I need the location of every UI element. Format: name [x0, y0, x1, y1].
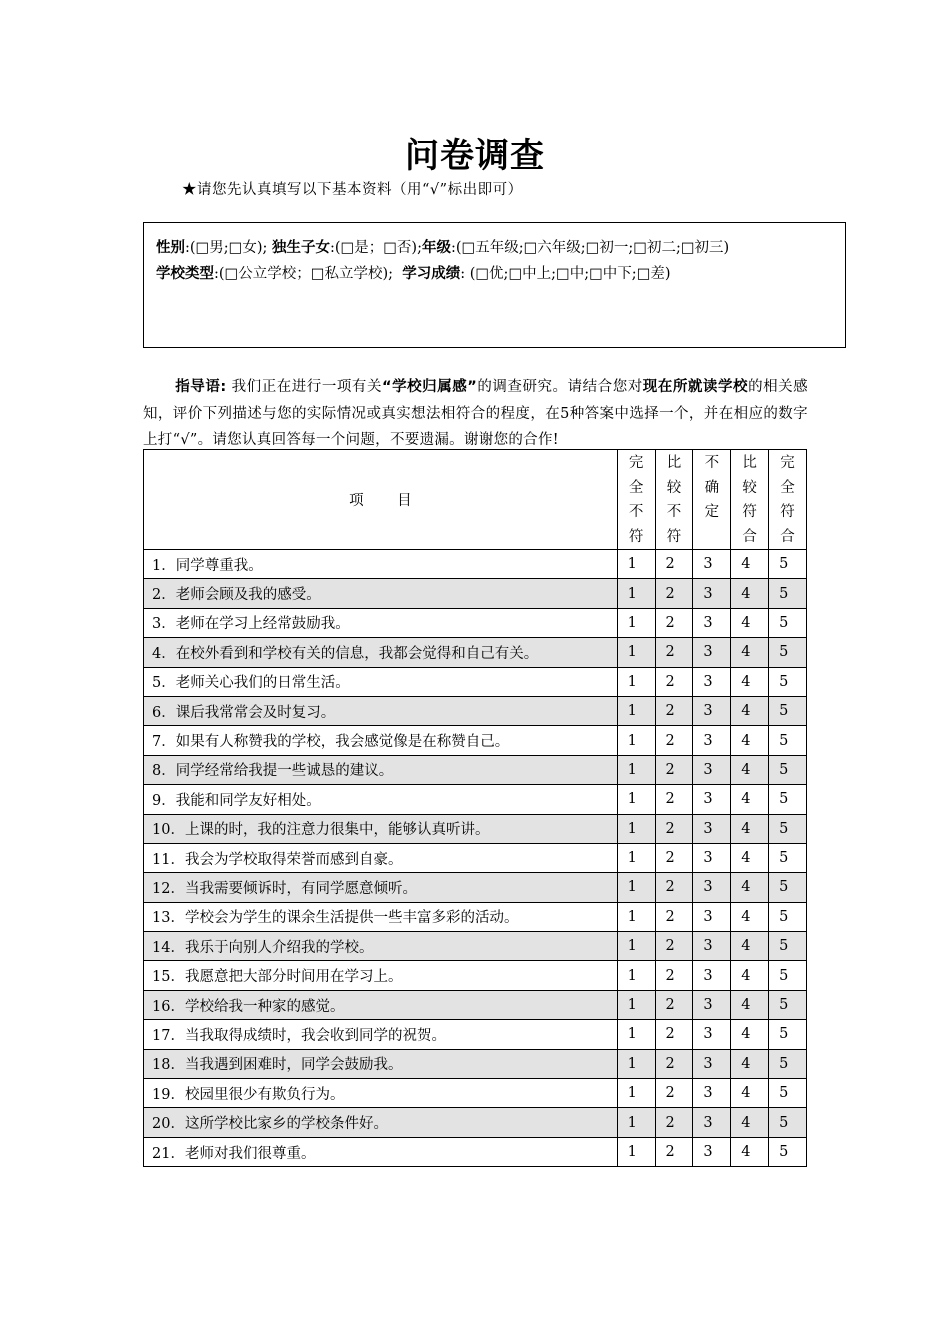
rating-option-2[interactable]: 2	[655, 579, 693, 608]
rating-option-4[interactable]: 4	[731, 608, 769, 637]
table-header-row	[144, 450, 807, 550]
rating-option-2[interactable]: 2	[655, 932, 693, 961]
rating-option-4[interactable]: 4	[731, 814, 769, 843]
table-row	[144, 814, 807, 843]
rating-option-4[interactable]: 4	[731, 1049, 769, 1078]
grade-label: 年级	[421, 240, 451, 256]
table-row	[144, 667, 807, 696]
rating-option-4[interactable]: 4	[731, 843, 769, 872]
rating-option-4[interactable]: 4	[731, 873, 769, 902]
rating-option-4[interactable]: 4	[731, 1137, 769, 1166]
item-header: 项 目	[144, 450, 618, 550]
rating-option-2[interactable]: 2	[655, 755, 693, 784]
rating-option-3[interactable]: 3	[693, 1137, 731, 1166]
rating-option-2[interactable]: 2	[655, 1137, 693, 1166]
rating-option-3[interactable]: 3	[693, 1108, 731, 1137]
rating-option-1[interactable]: 1	[617, 726, 655, 755]
rating-option-2[interactable]: 2	[655, 1049, 693, 1078]
basic-info-box	[143, 222, 846, 348]
rating-option-1[interactable]: 1	[617, 1020, 655, 1049]
rating-option-2[interactable]: 2	[655, 961, 693, 990]
question-text: 2．老师会顾及我的感受。	[144, 579, 618, 608]
rating-option-4[interactable]: 4	[731, 755, 769, 784]
rating-option-1[interactable]: 1	[617, 961, 655, 990]
question-text: 11．我会为学校取得荣誉而感到自豪。	[144, 843, 618, 872]
rating-option-1[interactable]: 1	[617, 638, 655, 667]
rating-option-2[interactable]: 2	[655, 990, 693, 1019]
guide-emphasis: 现在所就读学校	[642, 379, 749, 395]
rating-option-3[interactable]: 3	[693, 843, 731, 872]
gender-label: 性别	[156, 240, 185, 256]
question-text: 1．同学尊重我。	[144, 550, 618, 579]
rating-option-1[interactable]: 1	[617, 1108, 655, 1137]
rating-option-3[interactable]: 3	[693, 696, 731, 725]
info-line-1	[156, 235, 833, 261]
score-label: 学习成绩	[402, 266, 461, 282]
rating-option-2[interactable]: 2	[655, 608, 693, 637]
rating-option-1[interactable]: 1	[617, 873, 655, 902]
rating-option-1[interactable]: 1	[617, 1079, 655, 1108]
rating-option-3[interactable]: 3	[693, 608, 731, 637]
rating-option-3[interactable]: 3	[693, 579, 731, 608]
rating-option-1[interactable]: 1	[617, 1137, 655, 1166]
rating-option-5[interactable]: 5	[769, 873, 807, 902]
rating-option-4[interactable]: 4	[731, 638, 769, 667]
gender-options[interactable]: :(□男;□女);	[185, 240, 268, 256]
rating-option-3[interactable]: 3	[693, 1049, 731, 1078]
guide-text-2: 的调查研究。请结合您对	[477, 379, 643, 395]
rating-option-3[interactable]: 3	[693, 550, 731, 579]
rating-option-4[interactable]: 4	[731, 579, 769, 608]
option-header: 完 全 不 符	[617, 450, 655, 550]
rating-option-5[interactable]: 5	[769, 1020, 807, 1049]
question-text: 3．老师在学习上经常鼓励我。	[144, 608, 618, 637]
rating-option-1[interactable]: 1	[617, 755, 655, 784]
rating-option-2[interactable]: 2	[655, 550, 693, 579]
rating-option-5[interactable]: 5	[769, 785, 807, 814]
instruction-note: ★请您先认真填写以下基本资料（用“√”标出即可）	[182, 182, 523, 198]
question-text: 9．我能和同学友好相处。	[144, 785, 618, 814]
rating-option-5[interactable]: 5	[769, 1137, 807, 1166]
question-text: 14．我乐于向别人介绍我的学校。	[144, 932, 618, 961]
option-header: 比 较 不 符	[655, 450, 693, 550]
rating-option-2[interactable]: 2	[655, 726, 693, 755]
rating-option-5[interactable]: 5	[769, 696, 807, 725]
rating-option-3[interactable]: 3	[693, 1020, 731, 1049]
rating-option-2[interactable]: 2	[655, 1079, 693, 1108]
rating-option-2[interactable]: 2	[655, 638, 693, 667]
guide-topic: “学校归属感”	[382, 379, 478, 395]
table-row	[144, 873, 807, 902]
table-row	[144, 1137, 807, 1166]
table-row	[144, 961, 807, 990]
question-text: 18．当我遇到困难时，同学会鼓励我。	[144, 1049, 618, 1078]
guide-paragraph	[143, 374, 808, 454]
question-text: 12．当我需要倾诉时，有同学愿意倾听。	[144, 873, 618, 902]
table-row	[144, 1020, 807, 1049]
rating-option-4[interactable]: 4	[731, 990, 769, 1019]
rating-option-3[interactable]: 3	[693, 726, 731, 755]
rating-option-1[interactable]: 1	[617, 696, 655, 725]
table-row	[144, 1049, 807, 1078]
table-row	[144, 1079, 807, 1108]
table-row	[144, 726, 807, 755]
survey-table	[143, 449, 807, 1167]
question-text: 20．这所学校比家乡的学校条件好。	[144, 1108, 618, 1137]
rating-option-4[interactable]: 4	[731, 550, 769, 579]
rating-option-4[interactable]: 4	[731, 1020, 769, 1049]
rating-option-3[interactable]: 3	[693, 873, 731, 902]
rating-option-4[interactable]: 4	[731, 902, 769, 931]
rating-option-3[interactable]: 3	[693, 785, 731, 814]
only-child-label: 独生子女	[271, 240, 330, 256]
question-text: 7．如果有人称赞我的学校，我会感觉像是在称赞自己。	[144, 726, 618, 755]
guide-text-1: 我们正在进行一项有关	[226, 379, 383, 395]
question-text: 17．当我取得成绩时，我会收到同学的祝贺。	[144, 1020, 618, 1049]
only-child-options[interactable]: :(□是；□否);	[329, 240, 422, 256]
rating-option-5[interactable]: 5	[769, 902, 807, 931]
question-text: 8．同学经常给我提一些诚恳的建议。	[144, 755, 618, 784]
table-row	[144, 902, 807, 931]
rating-option-1[interactable]: 1	[617, 579, 655, 608]
rating-option-5[interactable]: 5	[769, 638, 807, 667]
rating-option-3[interactable]: 3	[693, 932, 731, 961]
rating-option-1[interactable]: 1	[617, 843, 655, 872]
rating-option-5[interactable]: 5	[769, 726, 807, 755]
rating-option-3[interactable]: 3	[693, 961, 731, 990]
rating-option-5[interactable]: 5	[769, 579, 807, 608]
rating-option-1[interactable]: 1	[617, 902, 655, 931]
rating-option-5[interactable]: 5	[769, 961, 807, 990]
rating-option-2[interactable]: 2	[655, 873, 693, 902]
rating-option-1[interactable]: 1	[617, 608, 655, 637]
table-row	[144, 785, 807, 814]
rating-option-5[interactable]: 5	[769, 1079, 807, 1108]
page-title: 问卷调查	[405, 136, 545, 176]
rating-option-3[interactable]: 3	[693, 902, 731, 931]
rating-option-4[interactable]: 4	[731, 961, 769, 990]
table-row	[144, 932, 807, 961]
score-options[interactable]: : (□优;□中上;□中;□中下;□差)	[460, 266, 671, 282]
rating-option-2[interactable]: 2	[655, 1108, 693, 1137]
rating-option-4[interactable]: 4	[731, 785, 769, 814]
question-text: 16．学校给我一种家的感觉。	[144, 990, 618, 1019]
rating-option-4[interactable]: 4	[731, 1108, 769, 1137]
info-line-2	[156, 261, 833, 287]
question-text: 15．我愿意把大部分时间用在学习上。	[144, 961, 618, 990]
question-text: 19．校园里很少有欺负行为。	[144, 1079, 618, 1108]
question-text: 4．在校外看到和学校有关的信息，我都会觉得和自己有关。	[144, 638, 618, 667]
rating-option-2[interactable]: 2	[655, 843, 693, 872]
rating-option-1[interactable]: 1	[617, 990, 655, 1019]
rating-option-2[interactable]: 2	[655, 785, 693, 814]
option-header: 比 较 符 合	[731, 450, 769, 550]
rating-option-2[interactable]: 2	[655, 902, 693, 931]
guide-label: 指导语:	[175, 379, 227, 395]
table-row	[144, 638, 807, 667]
rating-option-5[interactable]: 5	[769, 667, 807, 696]
table-row	[144, 843, 807, 872]
rating-option-5[interactable]: 5	[769, 1049, 807, 1078]
rating-option-3[interactable]: 3	[693, 667, 731, 696]
question-text: 21．老师对我们很尊重。	[144, 1137, 618, 1166]
question-text: 6．课后我常常会及时复习。	[144, 696, 618, 725]
rating-option-4[interactable]: 4	[731, 1079, 769, 1108]
rating-option-4[interactable]: 4	[731, 932, 769, 961]
rating-option-4[interactable]: 4	[731, 696, 769, 725]
rating-option-3[interactable]: 3	[693, 814, 731, 843]
question-text: 13．学校会为学生的课余生活提供一些丰富多彩的活动。	[144, 902, 618, 931]
table-row	[144, 550, 807, 579]
table-row	[144, 696, 807, 725]
rating-option-5[interactable]: 5	[769, 932, 807, 961]
rating-option-1[interactable]: 1	[617, 1049, 655, 1078]
rating-option-1[interactable]: 1	[617, 932, 655, 961]
question-text: 10．上课的时，我的注意力很集中，能够认真听讲。	[144, 814, 618, 843]
table-row	[144, 990, 807, 1019]
rating-option-2[interactable]: 2	[655, 814, 693, 843]
rating-option-1[interactable]: 1	[617, 785, 655, 814]
grade-options[interactable]: :(□五年级;□六年级;□初一;□初二;□初三)	[450, 240, 730, 256]
table-row	[144, 579, 807, 608]
table-row	[144, 755, 807, 784]
table-row	[144, 608, 807, 637]
rating-option-5[interactable]: 5	[769, 990, 807, 1019]
rating-option-5[interactable]: 5	[769, 843, 807, 872]
table-row	[144, 1108, 807, 1137]
rating-option-1[interactable]: 1	[617, 550, 655, 579]
rating-option-3[interactable]: 3	[693, 1079, 731, 1108]
option-header: 完 全 符 合	[769, 450, 807, 550]
rating-option-5[interactable]: 5	[769, 755, 807, 784]
rating-option-5[interactable]: 5	[769, 608, 807, 637]
school-type-options[interactable]: :(□公立学校；□私立学校);	[214, 266, 393, 282]
rating-option-1[interactable]: 1	[617, 814, 655, 843]
rating-option-5[interactable]: 5	[769, 1108, 807, 1137]
rating-option-3[interactable]: 3	[693, 638, 731, 667]
rating-option-2[interactable]: 2	[655, 696, 693, 725]
rating-option-2[interactable]: 2	[655, 1020, 693, 1049]
rating-option-3[interactable]: 3	[693, 755, 731, 784]
option-header: 不 确 定	[693, 450, 731, 550]
school-type-label: 学校类型	[156, 266, 214, 282]
question-text: 5．老师关心我们的日常生活。	[144, 667, 618, 696]
rating-option-2[interactable]: 2	[655, 667, 693, 696]
rating-option-4[interactable]: 4	[731, 667, 769, 696]
rating-option-3[interactable]: 3	[693, 990, 731, 1019]
guide-text-3: 的相关感知，评价下列描述与您的实际情况或真实想法相符合的程度，在5种答案中选择一个，并在相应的数字上打“√”。请您认真回答每一个问题，不要遗漏。谢谢您的合作!	[143, 379, 808, 448]
rating-option-4[interactable]: 4	[731, 726, 769, 755]
rating-option-1[interactable]: 1	[617, 667, 655, 696]
rating-option-5[interactable]: 5	[769, 814, 807, 843]
rating-option-5[interactable]: 5	[769, 550, 807, 579]
